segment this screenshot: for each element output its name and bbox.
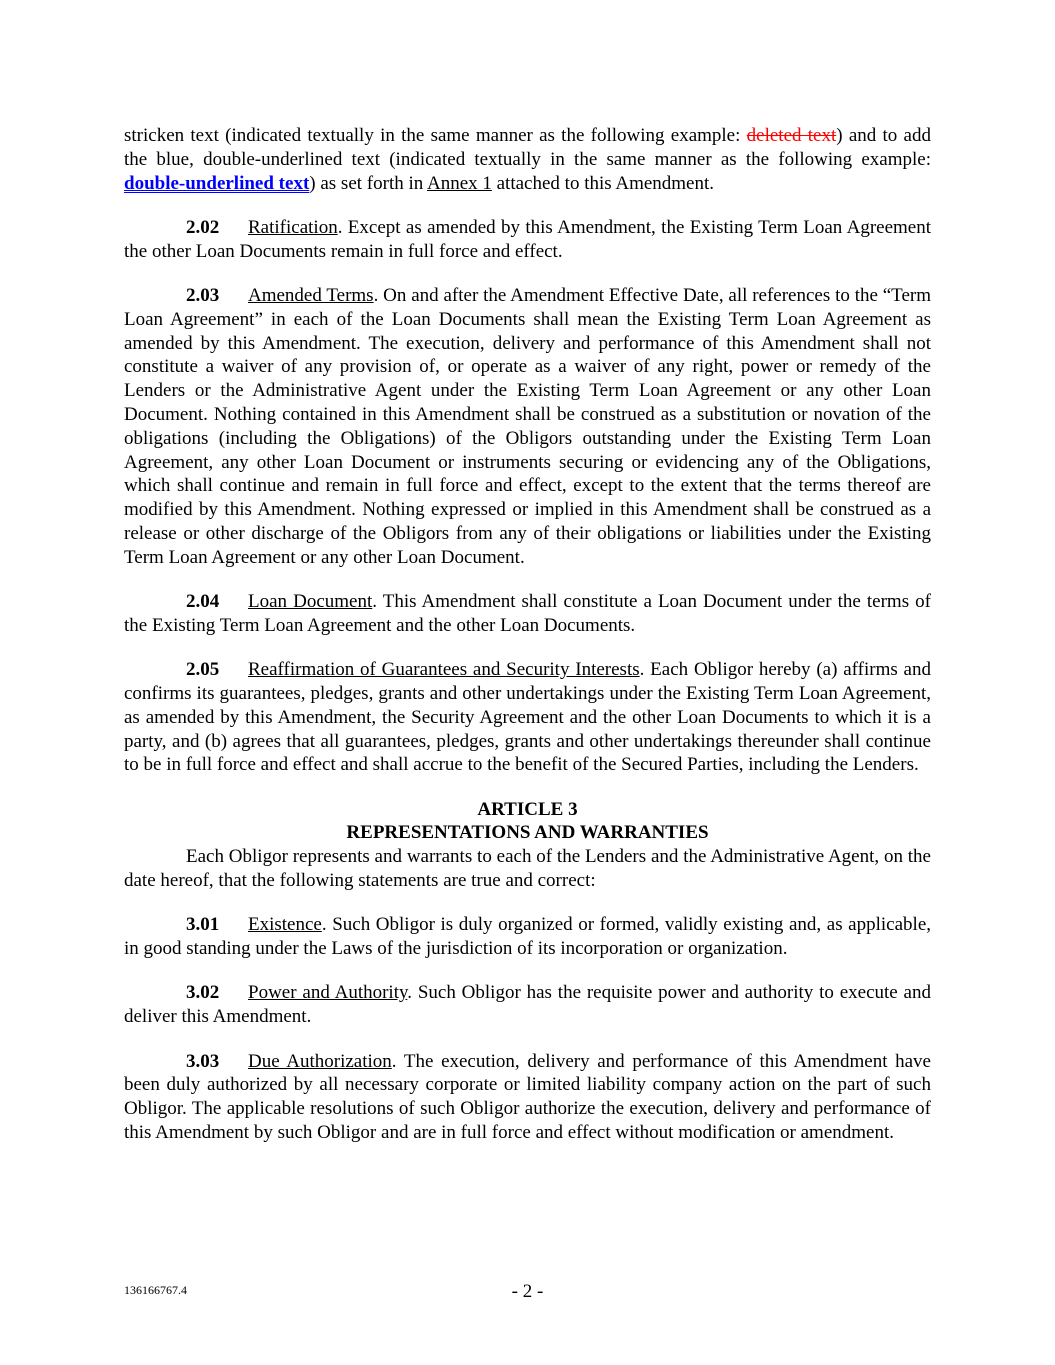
intro-paragraph [124, 124, 931, 195]
section-3-01 [124, 913, 931, 961]
section-3-02 [124, 981, 931, 1029]
article-heading [124, 798, 931, 846]
section-2-02 [124, 216, 931, 264]
page-number: - 2 - [511, 1281, 544, 1302]
section-3-03 [124, 1050, 931, 1145]
section-title: Amended Terms [248, 284, 374, 306]
section-2-03 [124, 284, 931, 570]
document-id: 136166767.4 [124, 1283, 187, 1297]
section-title: Power and Authority [248, 982, 408, 1004]
section-number: 2.03 [186, 284, 220, 306]
section-number: 2.05 [186, 659, 220, 681]
section-title: Due Authorization [248, 1050, 392, 1072]
inserted-text-example: double-underlined text [124, 172, 310, 194]
deleted-text-example: deleted text [746, 125, 837, 146]
section-number: 2.02 [186, 216, 220, 238]
section-body: . Such Obligor is duly organized or formed, validly existing and, as applicable, in good standing under the Laws of the jurisdiction of its incorporation or organization. [124, 914, 931, 960]
article-intro: Each Obligor represents and warrants to each of the Lenders and the Administrative Agent, on the date hereof, that the following statements are true and correct: [124, 846, 931, 892]
section-2-05 [124, 658, 931, 777]
section-2-04 [124, 590, 931, 638]
section-title: Ratification [248, 216, 338, 238]
section-number: 3.01 [186, 914, 220, 936]
intro-text-4: attached to this Amendment. [491, 172, 715, 194]
article-number: ARTICLE 3 [477, 798, 578, 820]
section-number: 2.04 [186, 591, 220, 613]
section-body: . Except as amended by this Amendment, the Existing Term Loan Agreement the other Loan Documents remain in full force and effect. [124, 216, 931, 262]
document-page [124, 124, 931, 1165]
section-body: . Each Obligor hereby (a) affirms and confirms its guarantees, pledges, grants and other undertakings under the Existing Term Loan Agreement, as amended by this Amendment, the Security Agreement and the other Loan Documents to which it is a party, and (b) agrees that all guarantees, pledges, grants and other undertakings thereunder shall continue to be in full force and effect and shall accrue to the benefit of the Secured Parties, including the Lenders. [124, 659, 931, 776]
section-title: Reaffirmation of Guarantees and Security Interests [248, 659, 640, 681]
section-number: 3.03 [186, 1050, 220, 1072]
section-title: Existence [248, 914, 322, 936]
annex-reference: Annex 1 [426, 172, 492, 194]
intro-text-3: ) as set forth in [309, 172, 427, 194]
section-body: . This Amendment shall constitute a Loan Document under the terms of the Existing Term Loan Agreement and the other Loan Documents. [124, 591, 932, 636]
section-body: . Such Obligor has the requisite power and authority to execute and deliver this Amendment. [124, 982, 931, 1028]
section-body: . On and after the Amendment Effective Date, all references to the “Term Loan Agreement” in each of the Loan Documents shall mean the Existing Term Loan Agreement as amended by this Amendment. The execution, delivery and performance of this Amendment shall not constitute a waiver of any provision of, or operate as a waiver of any right, power or remedy of the Lenders or the Administrative Agent under the Existing Term Loan Agreement or any other Loan Document. Nothing contained in this Amendment shall be construed as a substitution or novation of the obligations (including the Obligations) of the Obligors outstanding under the Existing Term Loan Agreement, any other Loan Document or instruments securing or evidencing any of the Obligations, which shall continue and remain in full force and effect, except to the extent that the terms thereof are modified by this Amendment. Nothing expressed or implied in this Amendment shall be construed as a release or other discharge of the Obligors from any of their obligations or liabilities under the Existing Term Loan Agreement or any other Loan Document. [124, 284, 931, 568]
section-title: Loan Document [248, 591, 373, 613]
article-title: REPRESENTATIONS AND WARRANTIES [346, 822, 709, 844]
section-body: . The execution, delivery and performance of this Amendment have been duly authorized by all necessary corporate or limited liability company action on the part of such Obligor. The applicable resolutions of such Obligor authorize the execution, delivery and performance of this Amendment by such Obligor and are in full force and effect without modification or amendment. [124, 1050, 931, 1143]
intro-text-2: ) and to add the blue, double-underlined text (indicated textually in the same manner as the following example: [124, 125, 931, 170]
section-number: 3.02 [186, 982, 220, 1004]
intro-text-1: stricken text (indicated textually in the same manner as the following example: [124, 125, 747, 146]
